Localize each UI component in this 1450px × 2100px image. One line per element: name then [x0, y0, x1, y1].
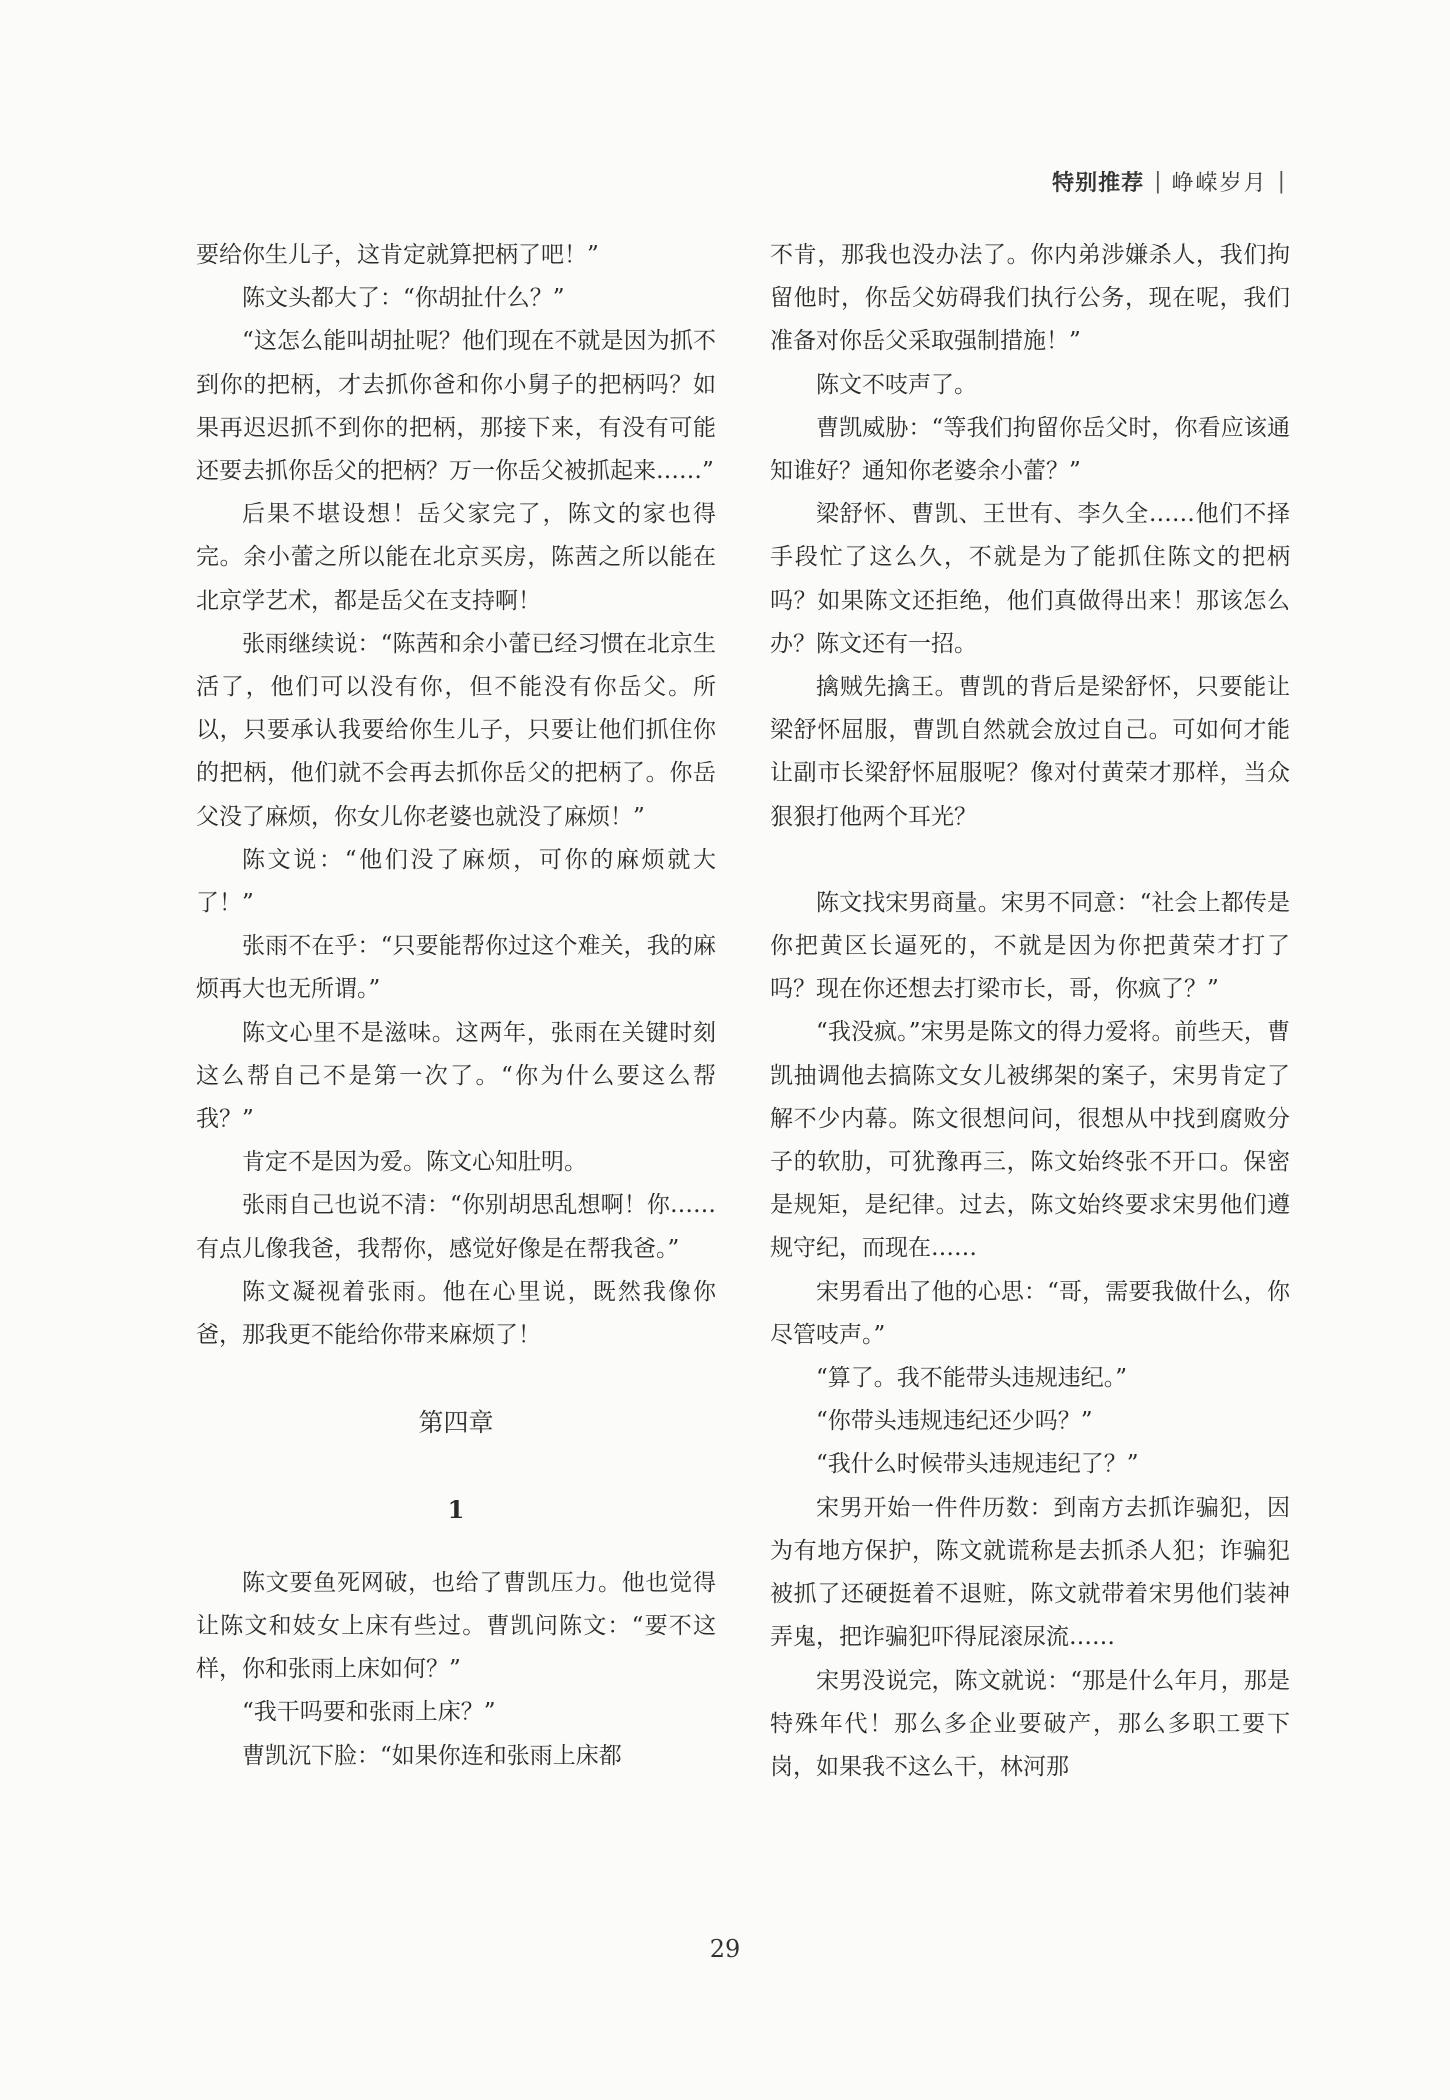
paragraph: 曹凯威胁：“等我们拘留你岳父时，你看应该通知谁好？通知你老婆余小蕾？”	[770, 414, 1290, 485]
scene-break	[770, 839, 1290, 882]
paragraph: “算了。我不能带头违规违纪。”	[816, 1365, 1128, 1392]
paragraph: “我干吗要和张雨上床？”	[242, 1699, 496, 1726]
paragraph: “我什么时候带头违规违纪了？”	[816, 1451, 1139, 1478]
left-column	[196, 234, 716, 1778]
paragraph: “这怎么能叫胡扯呢？他们现在不就是因为抓不到你的把柄，才去抓你爸和你小舅子的把柄吗？如果再迟迟抓不到你的把柄，那接下来，有没有可能还要去抓你岳父的把柄？万一你岳父被抓起来……”	[196, 328, 716, 485]
paragraph: 陈文不吱声了。	[816, 371, 977, 398]
paragraph: 陈文头都大了：“你胡扯什么？”	[242, 285, 565, 312]
paragraph: 曹凯沉下脸：“如果你连和张雨上床都	[242, 1742, 622, 1769]
paragraph: 陈文要鱼死网破，也给了曹凯压力。他也觉得让陈文和妓女上床有些过。曹凯问陈文：“要不这样，你和张雨上床如何？”	[196, 1569, 716, 1683]
paragraph: 要给你生儿子，这肯定就算把柄了吧！”	[196, 242, 599, 268]
paragraph: 陈文心里不是滋味。这两年，张雨在关键时刻这么帮自己不是第一次了。“你为什么要这么帮我？”	[196, 1019, 716, 1133]
chapter-title: 第四章	[418, 1408, 494, 1438]
section-number: 1	[447, 1495, 465, 1525]
header-section: 特别推荐	[1052, 171, 1145, 196]
paragraph: 张雨不在乎：“只要能帮你过这个难关，我的麻烦再大也无所谓。”	[196, 933, 716, 1003]
page-number: 29	[709, 1935, 741, 1963]
paragraph: 张雨自己也说不清：“你别胡思乱想啊！你……有点儿像我爸，我帮你，感觉好像是在帮我爸。”	[196, 1192, 716, 1262]
paragraph: 擒贼先擒王。曹凯的背后是梁舒怀，只要能让梁舒怀屈服，曹凯自然就会放过自己。可如何才能让副市长梁舒怀屈服呢？像对付黄荣才那样，当众狠狠打他两个耳光？	[770, 674, 1290, 830]
paragraph: 宋男看出了他的心思：“哥，需要我做什么，你尽管吱声。”	[770, 1278, 1290, 1348]
paragraph: 后果不堪设想！岳父家完了，陈文的家也得完。余小蕾之所以能在北京买房，陈茜之所以能在北京学艺术，都是岳父在支持啊！	[196, 501, 716, 614]
header-column-name: 峥嵘岁月	[1171, 171, 1268, 196]
right-column	[770, 234, 1290, 1789]
paragraph: 宋男开始一件件历数：到南方去抓诈骗犯，因为有地方保护，陈文就谎称是去抓杀人犯；诈骗犯被抓了还硬挺着不退赃，陈文就带着宋男他们装神弄鬼，把诈骗犯吓得屁滚尿流……	[770, 1494, 1290, 1651]
paragraph: 张雨继续说：“陈茜和余小蕾已经习惯在北京生活了，他们可以没有你，但不能没有你岳父。所以，只要承认我要给你生儿子，只要让他们抓住你的把柄，他们就不会再去抓你岳父的把柄了。你岳父没了麻烦，你女儿你老婆也就没了麻烦！”	[196, 630, 716, 830]
paragraph: 陈文找宋男商量。宋男不同意：“社会上都传是你把黄区长逼死的，不就是因为你把黄荣才打了吗？现在你还想去打梁市长，哥，你疯了？”	[770, 889, 1290, 1003]
paragraph: 陈文凝视着张雨。他在心里说，既然我像你爸，那我更不能给你带来麻烦了！	[196, 1278, 716, 1349]
header-divider-end: |	[1277, 169, 1285, 194]
running-header	[1052, 166, 1285, 197]
paragraph: 宋男没说完，陈文就说：“那是什么年月，那是特殊年代！那么多企业要破产，那么多职工要下岗，如果我不这么干，林河那	[770, 1667, 1290, 1780]
paragraph: 梁舒怀、曹凯、王世有、李久全……他们不择手段忙了这么久，不就是为了能抓住陈文的把柄吗？如果陈文还拒绝，他们真做得出来！那该怎么办？陈文还有一招。	[770, 501, 1290, 657]
header-divider: |	[1154, 169, 1162, 194]
paragraph: 陈文说：“他们没了麻烦，可你的麻烦就大了！”	[196, 846, 716, 917]
paragraph: “我没疯。”宋男是陈文的得力爱将。前些天，曹凯抽调他去搞陈文女儿被绑架的案子，宋男肯定了解不少内幕。陈文很想问问，很想从中找到腐败分子的软肋，可犹豫再三，陈文始终张不开口。保密是规矩，是纪律。过去，陈文始终要求宋男他们遵规守纪，而现在……	[770, 1019, 1290, 1262]
paragraph: 不肯，那我也没办法了。你内弟涉嫌杀人，我们拘留他时，你岳父妨碍我们执行公务，现在呢，我们准备对你岳父采取强制措施！”	[770, 242, 1290, 355]
paragraph: 肯定不是因为爱。陈文心知肚明。	[242, 1149, 587, 1176]
paragraph: “你带头违规违纪还少吗？”	[816, 1408, 1093, 1435]
